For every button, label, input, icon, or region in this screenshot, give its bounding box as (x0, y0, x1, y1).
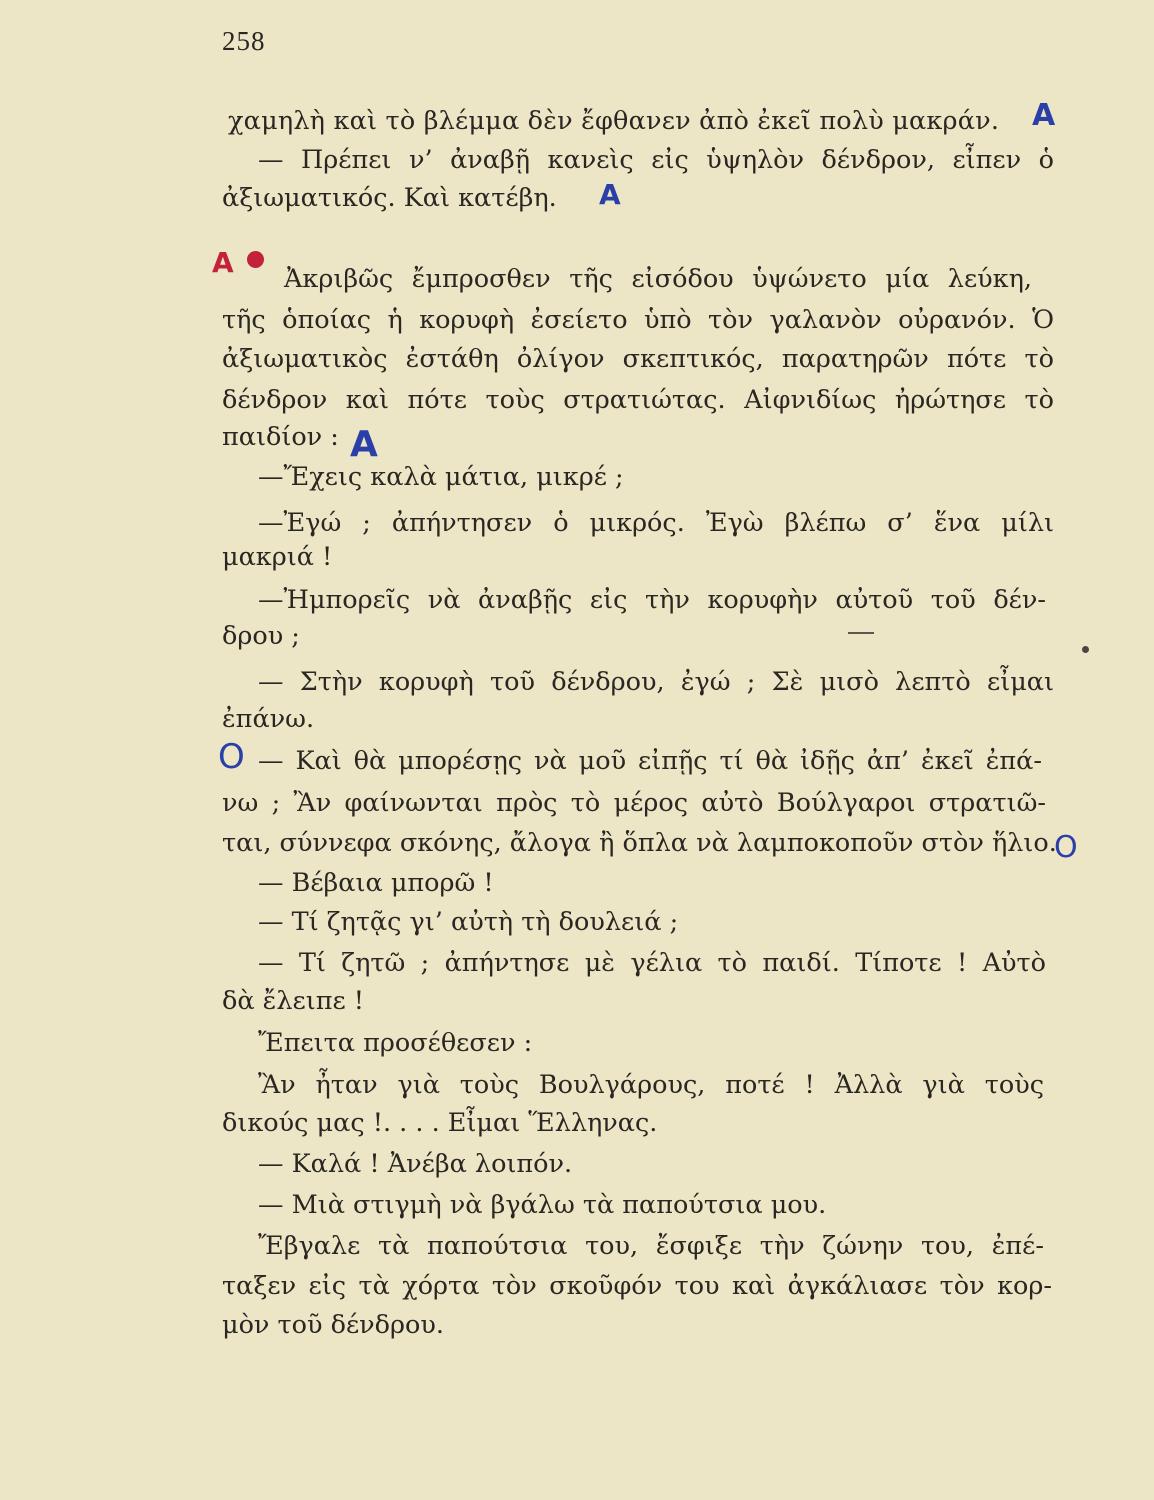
text-line: δὰ ἔλειπε ! (222, 986, 365, 1016)
text-line: —Ἠμπορεῖς νὰ ἀναβῇς εἰς τὴν κορυφὴν αὐτοῦ τοῦ δέν- (258, 585, 1046, 615)
blue-o-mark: O (218, 737, 245, 777)
ink-dash (848, 632, 874, 634)
text-line: — Μιὰ στιγμὴ νὰ βγάλω τὰ παπούτσια μου. (258, 1190, 827, 1220)
text-line: — Καὶ θὰ μπορέσῃς νὰ μοῦ εἰπῇς τί θὰ ἰδῇς ἀπ’ ἐκεῖ ἐπά- (258, 746, 1042, 776)
red-a-mark: A (212, 246, 234, 279)
text-line: — Βέβαια μπορῶ ! (258, 868, 494, 898)
text-line: μακριά ! (222, 542, 333, 572)
ink-speck (1082, 646, 1089, 653)
blue-o-mark: O (1054, 830, 1078, 865)
text-line: νω ; Ἂν φαίνωνται πρὸς τὸ μέρος αὐτὸ Βούλγαροι στρατιῶ- (222, 788, 1046, 818)
text-line: — Τί ζητᾷς γι’ αὐτὴ τὴ δουλειά ; (258, 907, 679, 937)
text-line: ται, σύννεφα σκόνης, ἄλογα ἢ ὅπλα νὰ λαμποκοποῦν στὸν ἥλιο. (222, 828, 1057, 858)
text-line: —Ἐγώ ; ἀπήντησεν ὁ μικρός. Ἐγὼ βλέπω σ’ ἕνα μίλι (258, 508, 1054, 538)
blue-a-mark: A (350, 424, 378, 465)
text-line: — Τί ζητῶ ; ἀπήντησε μὲ γέλια τὸ παιδί. Τίποτε ! Αὐτὸ (258, 948, 1046, 978)
text-line: μὸν τοῦ δένδρου. (222, 1310, 444, 1340)
page-number: 258 (222, 26, 266, 56)
text-line: ἀξιωματικὸς ἐστάθη ὀλίγον σκεπτικός, παρατηρῶν πότε τὸ (222, 344, 1054, 374)
text-line: Ἔπειτα προσέθεσεν : (258, 1028, 533, 1058)
text-line: δρου ; (222, 621, 300, 651)
text-line: παιδίον : (222, 422, 339, 452)
text-line: —Ἔχεις καλὰ μάτια, μικρέ ; (258, 462, 624, 492)
text-line: — Στὴν κορυφὴ τοῦ δένδρου, ἐγώ ; Σὲ μισὸ λεπτὸ εἶμαι (258, 667, 1054, 697)
text-line: τῆς ὁποίας ἡ κορυφὴ ἐσείετο ὑπὸ τὸν γαλανὸν οὐρανόν. Ὁ (222, 305, 1054, 335)
text-line: — Καλά ! Ἀνέβα λοιπόν. (258, 1149, 573, 1179)
blue-a-mark: A (599, 178, 621, 211)
red-dot-mark (247, 251, 264, 268)
text-line: ἐπάνω. (222, 704, 315, 734)
text-line: Ἀκριβῶς ἔμπροσθεν τῆς εἰσόδου ὑψώνετο μία λεύκη, (284, 264, 1032, 294)
text-line: δικούς μας !. . . . Εἶμαι Ἕλληνας. (222, 1108, 658, 1138)
text-line: Ἂν ἦταν γιὰ τοὺς Βουλγάρους, ποτέ ! Ἀλλὰ γιὰ τοὺς (258, 1070, 1044, 1100)
text-line: — Πρέπει ν’ ἀναβῇ κανεὶς εἰς ὑψηλὸν δένδρον, εἶπεν ὁ (258, 145, 1054, 175)
text-line: ἀξιωματικός. Καὶ κατέβη. (222, 183, 557, 213)
blue-a-mark: A (1032, 98, 1056, 133)
text-line: ταξεν εἰς τὰ χόρτα τὸν σκοῦφόν του καὶ ἀγκάλιασε τὸν κορ- (222, 1271, 1052, 1301)
text-line: χαμηλὴ καὶ τὸ βλέμμα δὲν ἔφθανεν ἀπὸ ἐκεῖ πολὺ μακράν. (228, 106, 1000, 136)
text-line: δένδρον καὶ πότε τοὺς στρατιώτας. Αἰφνιδίως ἠρώτησε τὸ (222, 385, 1054, 415)
text-line: Ἔβγαλε τὰ παπούτσια του, ἔσφιξε τὴν ζώνην του, ἐπέ- (258, 1231, 1044, 1261)
